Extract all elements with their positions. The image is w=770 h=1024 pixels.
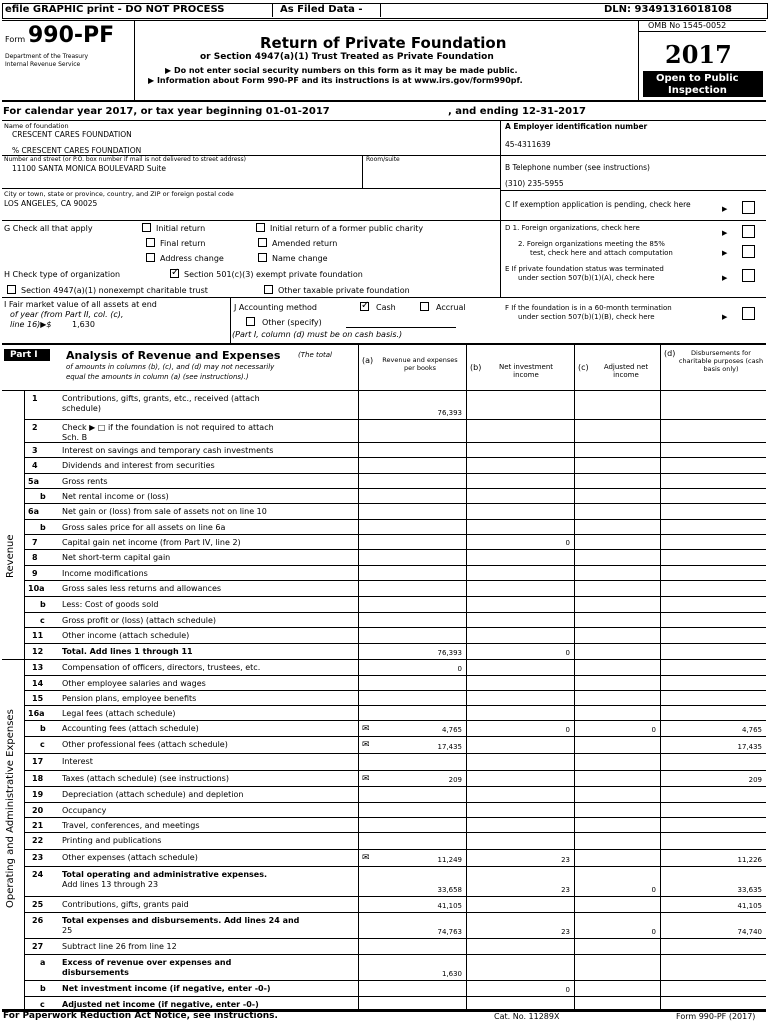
row-label: Gross rents bbox=[62, 477, 108, 486]
col-b-value: 0 bbox=[565, 649, 570, 657]
501c3-label: Section 501(c)(3) exempt private foundation bbox=[184, 270, 363, 279]
row-label: Net investment income (if negative, enter -0-) bbox=[62, 984, 271, 993]
col-d-value: 209 bbox=[748, 776, 762, 784]
initial-former-label: Initial return of a former public charity bbox=[270, 224, 424, 233]
row-number: 17 bbox=[32, 757, 44, 766]
row-label: Interest on savings and temporary cash investments bbox=[62, 446, 274, 455]
row-number: a bbox=[40, 958, 46, 967]
initial-return-label: Initial return bbox=[156, 224, 206, 233]
row-label: Travel, conferences, and meetings bbox=[62, 821, 200, 830]
row-number: 7 bbox=[32, 538, 38, 547]
row-number: 10a bbox=[28, 584, 45, 593]
col-a-value: 209 bbox=[448, 776, 462, 784]
col-a-value: 33,658 bbox=[437, 886, 462, 894]
row-label: Gross profit or (loss) (attach schedule) bbox=[62, 616, 217, 625]
attachment-icon[interactable]: ✉ bbox=[362, 774, 370, 784]
col-b-value: 23 bbox=[561, 856, 570, 864]
final-return-checkbox[interactable] bbox=[146, 238, 155, 247]
row-number: 5a bbox=[28, 477, 39, 486]
care-of: % CRESCENT CARES FOUNDATION bbox=[12, 146, 142, 155]
street-address: 11100 SANTA MONICA BOULEVARD Suite bbox=[12, 164, 166, 173]
col-d-value: 17,435 bbox=[737, 743, 762, 751]
expenses-side-label: Operating and Administrative Expenses bbox=[5, 709, 16, 908]
cash-label: Cash bbox=[376, 303, 396, 312]
col-d-value: 74,740 bbox=[737, 928, 762, 936]
501c3-checkbox[interactable] bbox=[170, 269, 179, 278]
banner-left: efile GRAPHIC print - DO NOT PROCESS bbox=[5, 4, 225, 15]
row-number: 9 bbox=[32, 569, 38, 578]
other-taxable-label: Other taxable private foundation bbox=[278, 286, 410, 295]
room-suite-label: Room/suite bbox=[366, 156, 400, 163]
row-number: b bbox=[40, 523, 46, 532]
col-c-header: Adjusted net income bbox=[603, 363, 649, 379]
amended-return-checkbox[interactable] bbox=[258, 238, 267, 247]
fmv-value: 1,630 bbox=[72, 320, 95, 329]
j-label: J Accounting method bbox=[234, 303, 318, 312]
row-number: 4 bbox=[32, 461, 38, 470]
row-number: 24 bbox=[32, 870, 44, 879]
col-a-value: 0 bbox=[457, 665, 462, 673]
row-label: Capital gain net income (from Part IV, line 2) bbox=[62, 538, 241, 547]
banner-middle: As Filed Data - bbox=[280, 4, 363, 15]
inspection: Inspection bbox=[668, 85, 727, 96]
city-label: City or town, state or province, country, and ZIP or foreign postal code bbox=[4, 190, 234, 198]
arrow-icon: ▶ bbox=[722, 205, 728, 213]
col-b-value: 23 bbox=[561, 886, 570, 894]
row-number: 6a bbox=[28, 507, 39, 516]
row-label: Dividends and interest from securities bbox=[62, 461, 215, 470]
row-label: Net rental income or (loss) bbox=[62, 492, 169, 501]
row-label: Subtract line 26 from line 12 bbox=[62, 942, 177, 951]
i-line1: I Fair market value of all assets at end bbox=[4, 300, 157, 309]
row-label: Gross sales price for all assets on line 6a bbox=[62, 523, 226, 532]
col-a-value: 74,763 bbox=[437, 928, 462, 936]
row-label: Contributions, gifts, grants, etc., received (attach bbox=[62, 394, 260, 403]
address-change-label: Address change bbox=[160, 254, 224, 263]
open-to-public: Open to Public bbox=[656, 73, 739, 84]
row-label: Other income (attach schedule) bbox=[62, 631, 190, 640]
row-label: Legal fees (attach schedule) bbox=[62, 709, 176, 718]
row-label-continued: Add lines 13 through 23 bbox=[62, 880, 159, 889]
i-line3: line 16)▶$ bbox=[10, 320, 52, 329]
row-label: Check ▶ □ if the foundation is not required to attach bbox=[62, 423, 274, 432]
row-number: 3 bbox=[32, 446, 38, 455]
row-number: b bbox=[40, 984, 46, 993]
col-a-value: 1,630 bbox=[441, 970, 462, 978]
header-note-info: ▶ Information about Form 990-PF and its instructions is at www.irs.gov/form990pf. bbox=[148, 76, 523, 85]
attachment-icon[interactable]: ✉ bbox=[362, 724, 370, 734]
initial-return-checkbox[interactable] bbox=[142, 223, 151, 232]
col-a-value: 76,393 bbox=[437, 649, 462, 657]
other-taxable-checkbox[interactable] bbox=[264, 285, 273, 294]
row-number: 13 bbox=[32, 663, 44, 672]
row-label-continued: Sch. B bbox=[62, 433, 88, 442]
row-number: 22 bbox=[32, 836, 44, 845]
row-number: 27 bbox=[32, 942, 44, 951]
row-label: Compensation of officers, directors, trustees, etc. bbox=[62, 663, 261, 672]
col-b-value: 0 bbox=[565, 726, 570, 734]
row-label: Depreciation (attach schedule) and depletion bbox=[62, 790, 244, 799]
dln: DLN: 93491316018108 bbox=[604, 4, 732, 15]
col-d-value: 4,765 bbox=[741, 726, 762, 734]
row-number: 12 bbox=[32, 647, 44, 656]
4947-checkbox[interactable] bbox=[7, 285, 16, 294]
row-number: 1 bbox=[32, 394, 38, 403]
arrow-icon: ▶ bbox=[722, 274, 728, 282]
part-i-tag-text: Part I bbox=[10, 350, 38, 360]
amended-return-label: Amended return bbox=[272, 239, 338, 248]
calendar-ending: , and ending 12-31-2017 bbox=[448, 106, 586, 117]
d1-label: D 1. Foreign organizations, check here bbox=[505, 224, 640, 232]
row-number: c bbox=[40, 616, 45, 625]
street-label: Number and street (or P.O. box number if mail is not delivered to street address) bbox=[4, 156, 247, 163]
row-number: 19 bbox=[32, 790, 44, 799]
other-method-checkbox[interactable] bbox=[246, 317, 255, 326]
f-label-1: F If the foundation is in a 60-month termination bbox=[505, 304, 672, 312]
other-method-label: Other (specify) bbox=[262, 318, 322, 327]
part-i-desc-1: of amounts in columns (b), (c), and (d) may not necessarily bbox=[66, 363, 275, 371]
row-label: Other professional fees (attach schedule) bbox=[62, 740, 228, 749]
dept-irs: Internal Revenue Service bbox=[5, 61, 81, 68]
row-number: b bbox=[40, 724, 46, 733]
paperwork-notice: For Paperwork Reduction Act Notice, see instructions. bbox=[3, 1011, 278, 1021]
row-number: 21 bbox=[32, 821, 44, 830]
f-checkbox[interactable] bbox=[742, 307, 755, 320]
name-change-label: Name change bbox=[272, 254, 328, 263]
attachment-icon[interactable]: ✉ bbox=[362, 740, 370, 750]
part-i-desc-2: equal the amounts in column (a) (see instructions).) bbox=[66, 373, 249, 381]
col-a-tag: (a) bbox=[362, 356, 374, 365]
col-a-value: 41,105 bbox=[437, 902, 462, 910]
h-label: H Check type of organization bbox=[4, 270, 121, 279]
d2-label-1: 2. Foreign organizations meeting the 85% bbox=[518, 240, 665, 248]
cash-checkbox[interactable] bbox=[360, 302, 369, 311]
accrual-checkbox[interactable] bbox=[420, 302, 429, 311]
row-number: 15 bbox=[32, 694, 44, 703]
row-label: Occupancy bbox=[62, 806, 107, 815]
row-label: Adjusted net income (if negative, enter -0-) bbox=[62, 1000, 259, 1009]
row-label: Printing and publications bbox=[62, 836, 162, 845]
ein-value: 45-4311639 bbox=[505, 140, 551, 149]
row-label-continued: disbursements bbox=[62, 968, 129, 977]
col-c-tag: (c) bbox=[578, 363, 589, 372]
part-i-title: Analysis of Revenue and Expenses bbox=[66, 349, 281, 362]
footer-form-id: Form 990-PF (2017) bbox=[676, 1012, 756, 1021]
d1-checkbox[interactable] bbox=[742, 225, 755, 238]
col-b-value: 23 bbox=[561, 928, 570, 936]
row-label: Taxes (attach schedule) (see instructions) bbox=[62, 774, 229, 783]
row-label: Accounting fees (attach schedule) bbox=[62, 724, 199, 733]
form-number: 990-PF bbox=[28, 23, 115, 48]
col-d-value: 41,105 bbox=[737, 902, 762, 910]
row-number: c bbox=[40, 1000, 45, 1009]
f-label-2: under section 507(b)(1)(B), check here bbox=[518, 313, 655, 321]
e-label-1: E If private foundation status was terminated bbox=[505, 265, 664, 273]
4947-label: Section 4947(a)(1) nonexempt charitable trust bbox=[21, 286, 208, 295]
attachment-icon[interactable]: ✉ bbox=[362, 853, 370, 863]
col-c-value: 0 bbox=[651, 886, 656, 894]
col-a-value: 4,765 bbox=[441, 726, 462, 734]
ein-label: A Employer identification number bbox=[505, 122, 648, 131]
cat-number: Cat. No. 11289X bbox=[494, 1012, 560, 1021]
row-number: 14 bbox=[32, 679, 44, 688]
name-change-checkbox[interactable] bbox=[258, 253, 267, 262]
tax-year: 2017 bbox=[665, 40, 732, 69]
row-label: Less: Cost of goods sold bbox=[62, 600, 159, 609]
arrow-icon: ▶ bbox=[722, 229, 728, 237]
row-number: 26 bbox=[32, 916, 44, 925]
e-checkbox[interactable] bbox=[742, 269, 755, 282]
row-label: Net gain or (loss) from sale of assets not on line 10 bbox=[62, 507, 267, 516]
g-label: G Check all that apply bbox=[4, 224, 93, 233]
col-a-header: Revenue and expenses per books bbox=[382, 356, 458, 372]
final-return-label: Final return bbox=[160, 239, 206, 248]
row-number: b bbox=[40, 492, 46, 501]
initial-former-checkbox[interactable] bbox=[256, 223, 265, 232]
col-a-value: 76,393 bbox=[437, 409, 462, 417]
foundation-name: CRESCENT CARES FOUNDATION bbox=[12, 130, 132, 139]
d2-label-2: test, check here and attach computation bbox=[530, 249, 673, 257]
col-b-value: 0 bbox=[565, 986, 570, 994]
col-d-tag: (d) bbox=[664, 349, 676, 358]
row-number: 16a bbox=[28, 709, 45, 718]
row-number: c bbox=[40, 740, 45, 749]
exemption-pending-checkbox[interactable] bbox=[742, 201, 755, 214]
calendar-year-line: For calendar year 2017, or tax year beginning 01-01-2017 bbox=[3, 106, 330, 117]
arrow-icon: ▶ bbox=[722, 249, 728, 257]
col-b-tag: (b) bbox=[470, 363, 482, 372]
row-label: Total operating and administrative expenses. bbox=[62, 870, 267, 879]
form-subtitle: or Section 4947(a)(1) Trust Treated as Private Foundation bbox=[200, 52, 494, 62]
row-number: 11 bbox=[32, 631, 44, 640]
col-d-value: 11,226 bbox=[737, 856, 762, 864]
d2-checkbox[interactable] bbox=[742, 245, 755, 258]
row-label: Contributions, gifts, grants paid bbox=[62, 900, 189, 909]
phone-value: (310) 235-5955 bbox=[505, 179, 564, 188]
row-number: 8 bbox=[32, 553, 38, 562]
col-d-header: Disbursements for charitable purposes (cash basis only) bbox=[678, 349, 764, 373]
form-prefix: Form bbox=[5, 35, 26, 44]
row-number: b bbox=[40, 600, 46, 609]
row-label-continued: 25 bbox=[62, 926, 73, 935]
row-number: 20 bbox=[32, 806, 44, 815]
col-b-value: 0 bbox=[565, 539, 570, 547]
col-c-value: 0 bbox=[651, 928, 656, 936]
revenue-side-label: Revenue bbox=[5, 534, 16, 578]
header-note-ssn: ▶ Do not enter social security numbers on this form as it may be made public. bbox=[165, 66, 518, 75]
row-label: Other expenses (attach schedule) bbox=[62, 853, 198, 862]
foundation-name-label: Name of foundation bbox=[4, 122, 69, 130]
row-label: Total. Add lines 1 through 11 bbox=[62, 647, 193, 656]
part-i-title-note: (The total bbox=[298, 351, 332, 359]
form-title: Return of Private Foundation bbox=[260, 34, 507, 52]
row-label-continued: schedule) bbox=[62, 404, 101, 413]
row-label: Pension plans, employee benefits bbox=[62, 694, 197, 703]
phone-label: B Telephone number (see instructions) bbox=[505, 163, 650, 172]
accrual-label: Accrual bbox=[436, 303, 466, 312]
cash-basis-note: (Part I, column (d) must be on cash basis.) bbox=[232, 330, 403, 339]
address-change-checkbox[interactable] bbox=[146, 253, 155, 262]
i-line2: of year (from Part II, col. (c), bbox=[10, 310, 124, 319]
row-number: 23 bbox=[32, 853, 44, 862]
row-label: Other employee salaries and wages bbox=[62, 679, 206, 688]
row-label: Income modifications bbox=[62, 569, 148, 578]
row-label: Net short-term capital gain bbox=[62, 553, 171, 562]
arrow-icon: ▶ bbox=[722, 313, 728, 321]
col-a-value: 11,249 bbox=[437, 856, 462, 864]
row-label: Total expenses and disbursements. Add lines 24 and bbox=[62, 916, 300, 925]
row-number: 2 bbox=[32, 423, 38, 432]
city-state-zip: LOS ANGELES, CA 90025 bbox=[4, 199, 98, 208]
dept-treasury: Department of the Treasury bbox=[5, 53, 89, 60]
row-label: Interest bbox=[62, 757, 93, 766]
row-label: Excess of revenue over expenses and bbox=[62, 958, 232, 967]
col-d-value: 33,635 bbox=[737, 886, 762, 894]
row-number: 18 bbox=[32, 774, 44, 783]
row-number: 25 bbox=[32, 900, 44, 909]
row-label: Gross sales less returns and allowances bbox=[62, 584, 222, 593]
col-b-header: Net investment income bbox=[498, 363, 554, 379]
col-c-value: 0 bbox=[651, 726, 656, 734]
col-a-value: 17,435 bbox=[437, 743, 462, 751]
e-label-2: under section 507(b)(1)(A), check here bbox=[518, 274, 655, 282]
omb-number: OMB No 1545-0052 bbox=[648, 21, 727, 30]
exemption-pending-label: C If exemption application is pending, check here bbox=[505, 200, 691, 209]
